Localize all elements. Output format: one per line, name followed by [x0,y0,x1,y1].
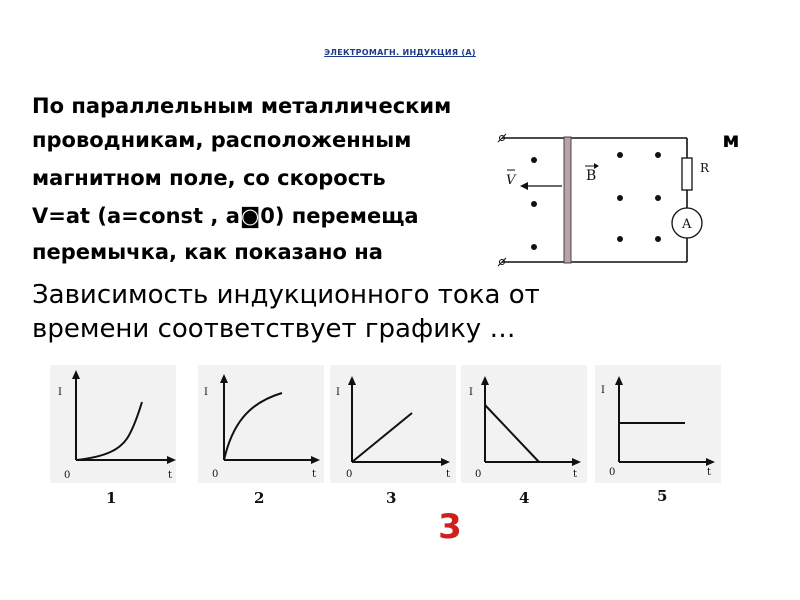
slide-title: ЭЛЕКТРОМАГН. ИНДУКЦИЯ (А) [324,48,476,57]
graph-background [461,365,587,483]
task-text-line-4: V=at (a=const , a◙0) перемеща [32,204,419,228]
graph-number: 2 [254,489,265,507]
x-axis-label: t [312,469,317,480]
origin-label: 0 [609,467,616,478]
graph-number: 5 [657,487,668,505]
graph-option-5[interactable] [595,365,721,517]
question-prompt [32,278,540,346]
resistor [682,158,692,190]
field-label: B [586,168,597,184]
terminal-marks [498,134,506,266]
graph-number: 1 [106,489,117,507]
origin-label: 0 [212,469,219,480]
velocity-arrow [520,182,562,190]
graph-option-1[interactable] [50,365,176,517]
origin-label: 0 [346,469,353,480]
graph-number: 4 [519,489,530,507]
y-axis-label: I [469,387,473,398]
origin-label: 0 [64,470,71,481]
graph-option-3[interactable] [330,365,456,517]
task-text-line-5: перемычка, как показано на [32,240,383,264]
y-axis-label: I [601,385,605,396]
question-prompt-text: Зависимость индукционного тока от времени соответствует графику … [32,280,540,344]
resistor-label: R [700,161,710,175]
ammeter-label: A [682,217,692,232]
answer-value: 3 [438,507,462,547]
x-axis-label: t [446,469,451,480]
graph-background [330,365,456,483]
x-axis-label: t [168,470,173,481]
task-text-line-2: проводникам, расположенным [32,128,412,152]
task-text-line-1: По параллельным металлическим [32,94,452,118]
graph-number: 3 [386,489,397,507]
graph-background [198,365,324,483]
circuit-diagram [488,122,722,272]
sliding-bar [564,137,571,263]
velocity-label: V [506,173,516,188]
x-axis-label: t [707,467,712,478]
graph-option-2[interactable] [198,365,324,517]
x-axis-label: t [573,469,578,480]
origin-label: 0 [475,469,482,480]
task-text-line-2-tail: ом [708,128,740,152]
graph-option-4[interactable] [461,365,587,517]
graph-background [50,365,176,483]
y-axis-label: I [336,387,340,398]
task-text-line-3: магнитном поле, со скорость [32,166,386,190]
y-axis-label: I [58,387,62,398]
y-axis-label: I [204,387,208,398]
